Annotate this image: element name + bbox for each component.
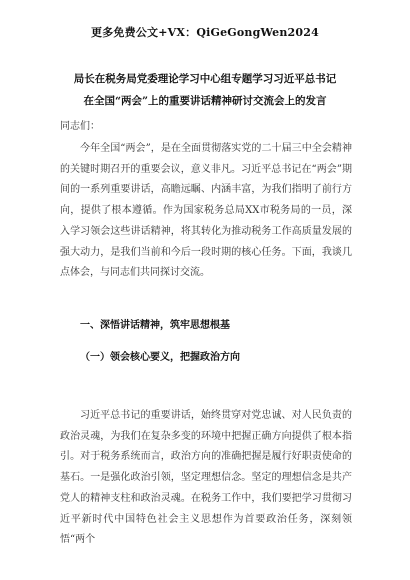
- title-line-2: 在全国“两会”上的重要讲话精神研讨交流会上的发言: [83, 95, 327, 107]
- paragraph-body: 习近平总书记的重要讲话，始终贯穿对党忠诚、对人民负责的政治灵魂，为我们在复杂多变的环境中把握正确方向提供了根本指引。对于税务系统而言，政治方向的准确把握是履行好职责使命的基石。一是强化政治引领，坚定理想信念。坚定的理想信念是共产党人的精神支柱和政治灵魂。在税务工作中，我们要把学习贯彻习近平新时代中国特色社会主义思想作为首要政治任务，深刻领悟“两个: [60, 410, 352, 546]
- paragraph-intro: 今年全国“两会”，是在全面贯彻落实党的二十届三中全会精神的关键时期召开的重要会议，意义非凡。习近平总书记在“两会”期间的一系列重要讲话，高瞻远瞩、内涵丰富，为我们指明了前行方向，提供了根本遵循。作为国家税务总局XX市税务局的一员，深入学习领会这些讲话精神，将其转化为推动税务工作高质量发展的强大动力，是我们当前和今后一段时期的核心任务。下面，我谈几点体会，与同志们共同探讨交流。: [60, 143, 352, 279]
- title-line-1: 局长在税务局党委理论学习中心组专题学习习近平总书记: [73, 73, 337, 85]
- document-title: [58, 68, 352, 112]
- watermark-text: 更多免费公文+VX：QiGeGongWen2024: [91, 26, 319, 39]
- section-heading: 一、深悟讲话精神，筑牢思想根基: [80, 320, 230, 331]
- subsection-heading: （一）领会核心要义，把握政治方向: [80, 352, 240, 363]
- salutation: 同志们：: [60, 121, 100, 132]
